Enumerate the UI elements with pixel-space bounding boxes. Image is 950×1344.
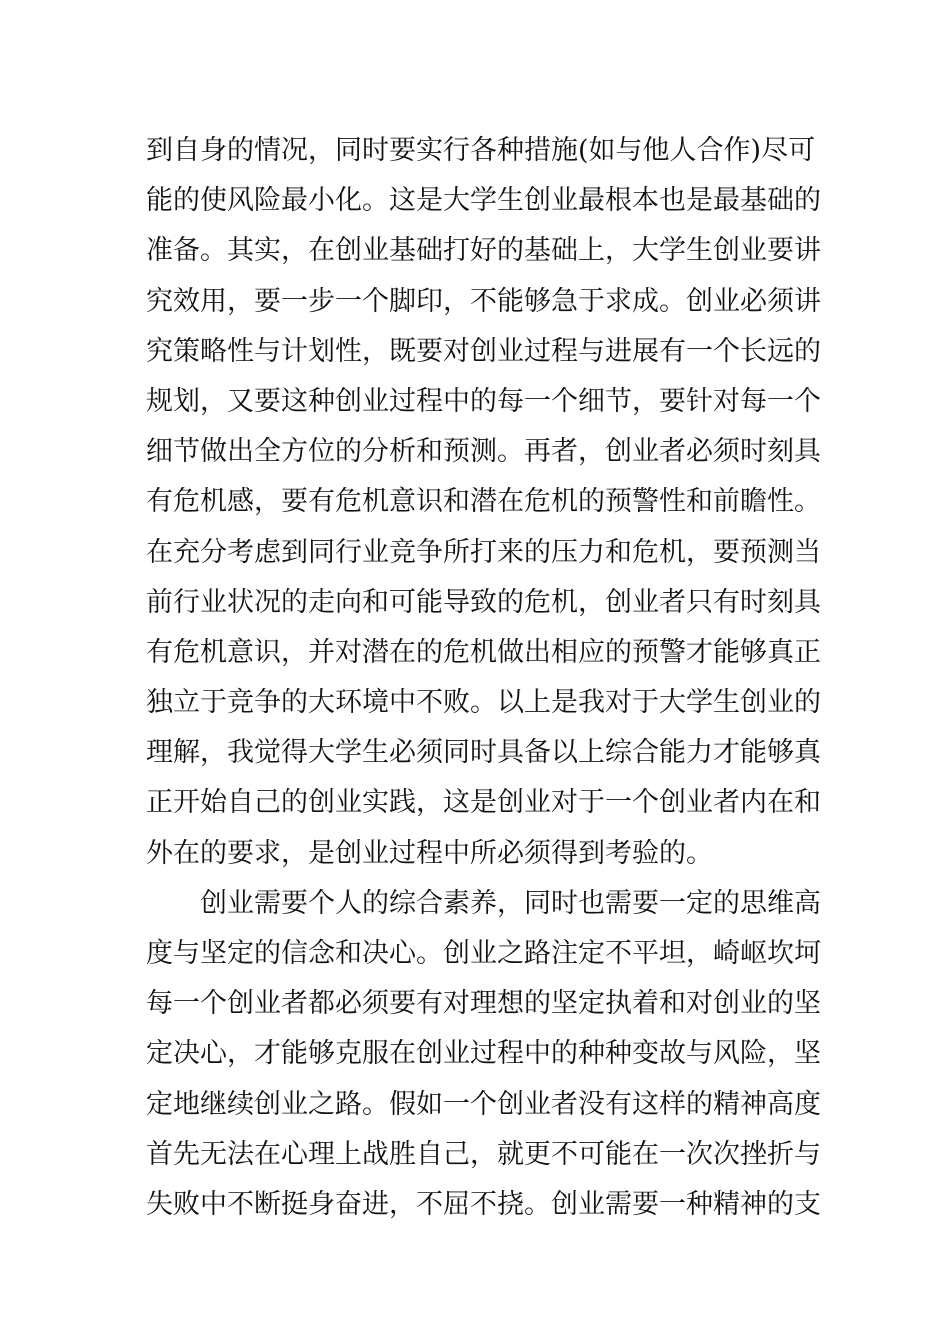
- paragraph-1-line-8: 有危机感，要有危机意识和潜在危机的预警性和前瞻性。: [146, 486, 821, 518]
- paragraph-2-line-3: 每一个创业者都必须要有对理想的坚定执着和对创业的坚: [146, 988, 821, 1020]
- paragraph-2-line-6: 首先无法在心理上战胜自己，就更不可能在一次次挫折与: [146, 1138, 821, 1170]
- paragraph-1-line-13: 理解，我觉得大学生必须同时具备以上综合能力才能够真: [146, 737, 821, 769]
- paragraph-1-line-2: 能的使风险最小化。这是大学生创业最根本也是最基础的: [146, 185, 821, 217]
- paragraph-1-line-5: 究策略性与计划性，既要对创业过程与进展有一个长远的: [146, 335, 821, 367]
- paragraph-1-line-11: 有危机意识，并对潜在的危机做出相应的预警才能够真正: [146, 636, 821, 668]
- paragraph-2-line-5: 定地继续创业之路。假如一个创业者没有这样的精神高度: [146, 1088, 821, 1120]
- paragraph-2-line-2: 度与坚定的信念和决心。创业之路注定不平坦，崎岖坎坷: [146, 938, 821, 969]
- paragraph-1-line-12: 独立于竞争的大环境中不败。以上是我对于大学生创业的: [146, 687, 821, 719]
- paragraph-2-line-7: 失败中不断挺身奋进，不屈不挠。创业需要一种精神的支: [146, 1188, 821, 1220]
- body-text: [146, 126, 821, 1230]
- paragraph-1-line-1: 到自身的情况，同时要实行各种措施(如与他人合作)尽可: [146, 135, 816, 166]
- paragraph-1-line-15: 外在的要求，是创业过程中所必须得到考验的。: [146, 837, 713, 869]
- paragraph-1-line-6: 规划，又要这种创业过程中的每一个细节，要针对每一个: [146, 385, 821, 417]
- paragraph-1-line-4: 究效用，要一步一个脚印，不能够急于求成。创业必须讲: [146, 285, 821, 317]
- paragraph-1-line-7: 细节做出全方位的分析和预测。再者，创业者必须时刻具: [146, 436, 821, 468]
- paragraph-1-line-9: 在充分考虑到同行业竞争所打来的压力和危机，要预测当: [146, 536, 821, 568]
- paragraph-2-line-1: 创业需要个人的综合素养，同时也需要一定的思维高: [200, 887, 821, 919]
- paragraph-1-line-3: 准备。其实，在创业基础打好的基础上，大学生创业要讲: [146, 235, 821, 267]
- paragraph-2-line-4: 定决心，才能够克服在创业过程中的种种变故与风险，坚: [146, 1038, 821, 1070]
- paragraph-1-line-10: 前行业状况的走向和可能导致的危机，创业者只有时刻具: [146, 586, 821, 618]
- paragraph-1-line-14: 正开始自己的创业实践，这是创业对于一个创业者内在和: [146, 787, 821, 819]
